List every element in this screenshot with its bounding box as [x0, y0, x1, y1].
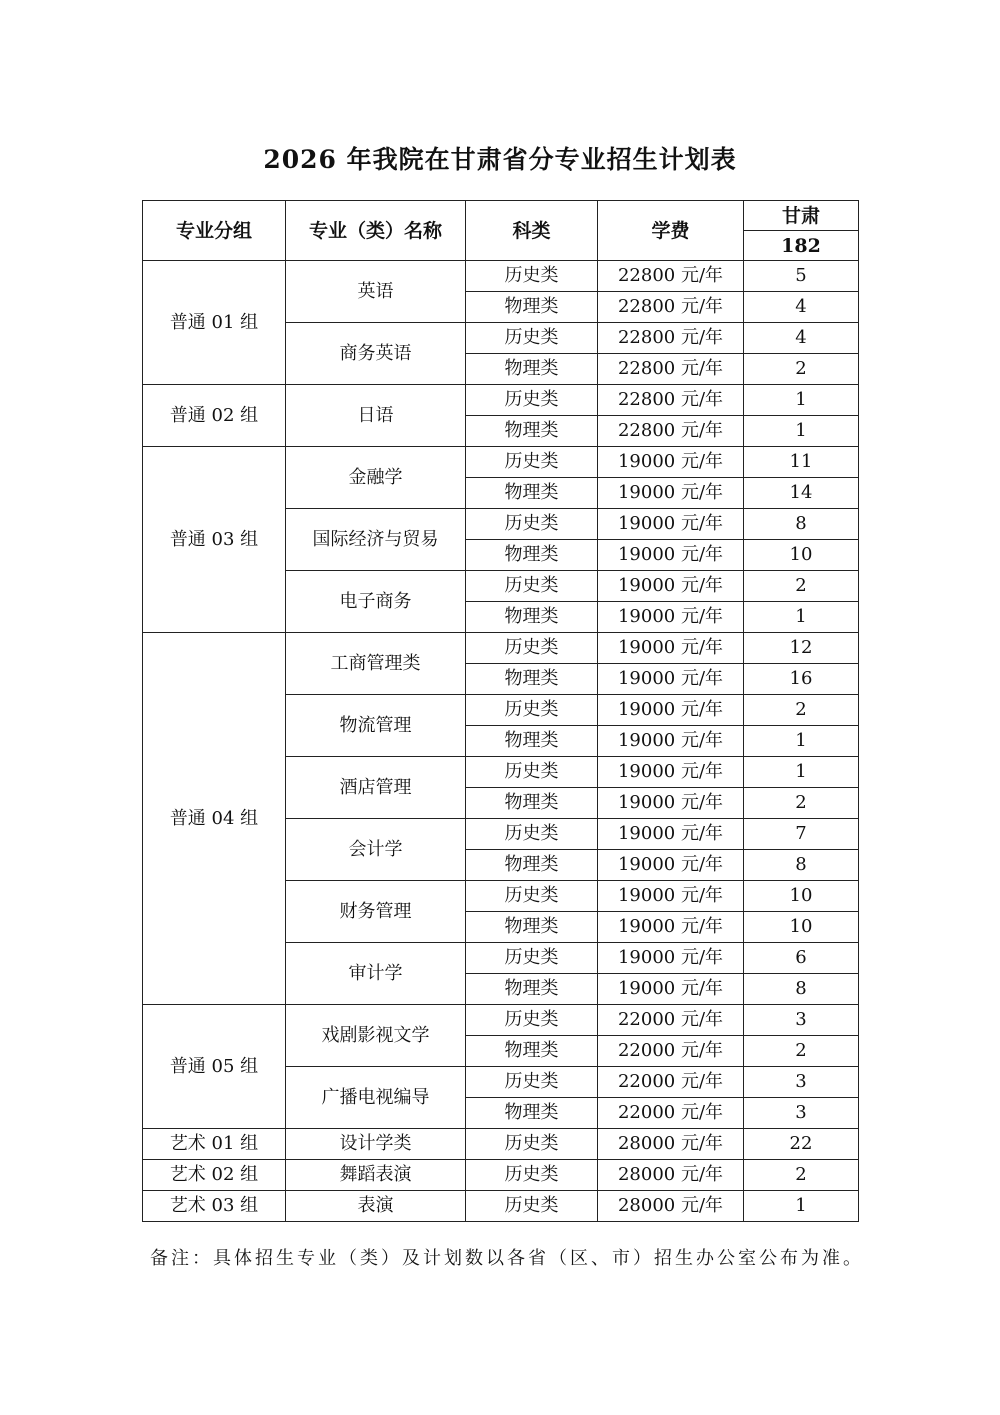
fee-cell: 28000 元/年 — [598, 1160, 744, 1191]
major-name-cell: 设计学类 — [286, 1129, 466, 1160]
table-row — [143, 1160, 859, 1191]
subject-cell: 历史类 — [466, 447, 598, 478]
plan-count-cell: 2 — [744, 788, 859, 819]
fee-cell: 19000 元/年 — [598, 726, 744, 757]
fee-cell: 19000 元/年 — [598, 974, 744, 1005]
subject-cell: 历史类 — [466, 261, 598, 292]
subject-cell: 历史类 — [466, 571, 598, 602]
subject-cell: 历史类 — [466, 509, 598, 540]
table-row — [143, 633, 859, 664]
fee-cell: 28000 元/年 — [598, 1191, 744, 1222]
plan-count-cell: 8 — [744, 850, 859, 881]
fee-cell: 19000 元/年 — [598, 509, 744, 540]
subject-cell: 历史类 — [466, 881, 598, 912]
major-name-cell: 会计学 — [286, 819, 466, 881]
subject-cell: 历史类 — [466, 1067, 598, 1098]
fee-cell: 19000 元/年 — [598, 788, 744, 819]
subject-cell: 物理类 — [466, 912, 598, 943]
header-province: 甘肃 — [744, 201, 859, 231]
fee-cell: 22800 元/年 — [598, 261, 744, 292]
table-row — [143, 1129, 859, 1160]
fee-cell: 19000 元/年 — [598, 478, 744, 509]
fee-cell: 19000 元/年 — [598, 912, 744, 943]
plan-count-cell: 1 — [744, 385, 859, 416]
subject-cell: 历史类 — [466, 819, 598, 850]
subject-cell: 物理类 — [466, 602, 598, 633]
major-name-cell: 戏剧影视文学 — [286, 1005, 466, 1067]
group-name-cell: 普通 01 组 — [143, 261, 286, 385]
subject-cell: 历史类 — [466, 757, 598, 788]
table-row — [143, 261, 859, 292]
fee-cell: 19000 元/年 — [598, 695, 744, 726]
group-name-cell: 普通 02 组 — [143, 385, 286, 447]
plan-count-cell: 11 — [744, 447, 859, 478]
plan-count-cell: 3 — [744, 1005, 859, 1036]
fee-cell: 19000 元/年 — [598, 850, 744, 881]
major-name-cell: 广播电视编导 — [286, 1067, 466, 1129]
subject-cell: 物理类 — [466, 1036, 598, 1067]
fee-cell: 22000 元/年 — [598, 1098, 744, 1129]
table-header-row — [143, 201, 859, 231]
enrollment-plan-table — [142, 200, 859, 1222]
major-name-cell: 舞蹈表演 — [286, 1160, 466, 1191]
group-name-cell: 普通 03 组 — [143, 447, 286, 633]
group-name-cell: 普通 04 组 — [143, 633, 286, 1005]
plan-count-cell: 2 — [744, 571, 859, 602]
header-group: 专业分组 — [143, 201, 286, 261]
subject-cell: 物理类 — [466, 726, 598, 757]
major-name-cell: 国际经济与贸易 — [286, 509, 466, 571]
plan-count-cell: 1 — [744, 416, 859, 447]
fee-cell: 22000 元/年 — [598, 1036, 744, 1067]
major-name-cell: 财务管理 — [286, 881, 466, 943]
fee-cell: 22000 元/年 — [598, 1005, 744, 1036]
plan-count-cell: 1 — [744, 1191, 859, 1222]
plan-count-cell: 10 — [744, 881, 859, 912]
subject-cell: 物理类 — [466, 478, 598, 509]
subject-cell: 历史类 — [466, 695, 598, 726]
fee-cell: 22800 元/年 — [598, 385, 744, 416]
subject-cell: 历史类 — [466, 323, 598, 354]
plan-count-cell: 7 — [744, 819, 859, 850]
major-name-cell: 英语 — [286, 261, 466, 323]
plan-count-cell: 2 — [744, 1036, 859, 1067]
fee-cell: 22000 元/年 — [598, 1067, 744, 1098]
subject-cell: 物理类 — [466, 292, 598, 323]
fee-cell: 19000 元/年 — [598, 540, 744, 571]
group-name-cell: 艺术 03 组 — [143, 1191, 286, 1222]
footnote: 备注：具体招生专业（类）及计划数以各省（区、市）招生办公室公布为准。 — [150, 1248, 864, 1269]
subject-cell: 历史类 — [466, 1129, 598, 1160]
subject-cell: 历史类 — [466, 1005, 598, 1036]
plan-count-cell: 2 — [744, 695, 859, 726]
plan-count-cell: 14 — [744, 478, 859, 509]
plan-count-cell: 3 — [744, 1067, 859, 1098]
subject-cell: 历史类 — [466, 633, 598, 664]
plan-count-cell: 4 — [744, 323, 859, 354]
group-name-cell: 艺术 02 组 — [143, 1160, 286, 1191]
plan-count-cell: 1 — [744, 726, 859, 757]
subject-cell: 物理类 — [466, 788, 598, 819]
major-name-cell: 日语 — [286, 385, 466, 447]
major-name-cell: 电子商务 — [286, 571, 466, 633]
major-name-cell: 商务英语 — [286, 323, 466, 385]
plan-count-cell: 10 — [744, 912, 859, 943]
fee-cell: 19000 元/年 — [598, 819, 744, 850]
fee-cell: 19000 元/年 — [598, 943, 744, 974]
table-row — [143, 447, 859, 478]
major-name-cell: 审计学 — [286, 943, 466, 1005]
fee-cell: 28000 元/年 — [598, 1129, 744, 1160]
subject-cell: 物理类 — [466, 416, 598, 447]
major-name-cell: 物流管理 — [286, 695, 466, 757]
plan-count-cell: 4 — [744, 292, 859, 323]
fee-cell: 19000 元/年 — [598, 757, 744, 788]
header-fee: 学费 — [598, 201, 744, 261]
page-title: 2026 年我院在甘肃省分专业招生计划表 — [263, 145, 737, 174]
table-row — [143, 1191, 859, 1222]
fee-cell: 22800 元/年 — [598, 323, 744, 354]
major-name-cell: 表演 — [286, 1191, 466, 1222]
major-name-cell: 酒店管理 — [286, 757, 466, 819]
header-subject: 科类 — [466, 201, 598, 261]
plan-count-cell: 22 — [744, 1129, 859, 1160]
header-major: 专业（类）名称 — [286, 201, 466, 261]
plan-count-cell: 16 — [744, 664, 859, 695]
fee-cell: 19000 元/年 — [598, 602, 744, 633]
fee-cell: 19000 元/年 — [598, 571, 744, 602]
fee-cell: 19000 元/年 — [598, 664, 744, 695]
subject-cell: 物理类 — [466, 850, 598, 881]
plan-count-cell: 8 — [744, 974, 859, 1005]
subject-cell: 历史类 — [466, 943, 598, 974]
group-name-cell: 普通 05 组 — [143, 1005, 286, 1129]
fee-cell: 22800 元/年 — [598, 416, 744, 447]
major-name-cell: 工商管理类 — [286, 633, 466, 695]
plan-count-cell: 8 — [744, 509, 859, 540]
plan-count-cell: 3 — [744, 1098, 859, 1129]
subject-cell: 历史类 — [466, 1160, 598, 1191]
fee-cell: 22800 元/年 — [598, 354, 744, 385]
plan-count-cell: 1 — [744, 757, 859, 788]
subject-cell: 物理类 — [466, 664, 598, 695]
plan-count-cell: 1 — [744, 602, 859, 633]
header-total: 182 — [744, 231, 859, 261]
plan-count-cell: 2 — [744, 354, 859, 385]
major-name-cell: 金融学 — [286, 447, 466, 509]
fee-cell: 19000 元/年 — [598, 447, 744, 478]
plan-count-cell: 10 — [744, 540, 859, 571]
subject-cell: 物理类 — [466, 974, 598, 1005]
table-row — [143, 1005, 859, 1036]
plan-count-cell: 5 — [744, 261, 859, 292]
fee-cell: 19000 元/年 — [598, 881, 744, 912]
subject-cell: 历史类 — [466, 1191, 598, 1222]
subject-cell: 物理类 — [466, 354, 598, 385]
fee-cell: 22800 元/年 — [598, 292, 744, 323]
plan-count-cell: 12 — [744, 633, 859, 664]
subject-cell: 物理类 — [466, 1098, 598, 1129]
plan-count-cell: 6 — [744, 943, 859, 974]
group-name-cell: 艺术 01 组 — [143, 1129, 286, 1160]
subject-cell: 物理类 — [466, 540, 598, 571]
table-row — [143, 385, 859, 416]
subject-cell: 历史类 — [466, 385, 598, 416]
fee-cell: 19000 元/年 — [598, 633, 744, 664]
plan-count-cell: 2 — [744, 1160, 859, 1191]
